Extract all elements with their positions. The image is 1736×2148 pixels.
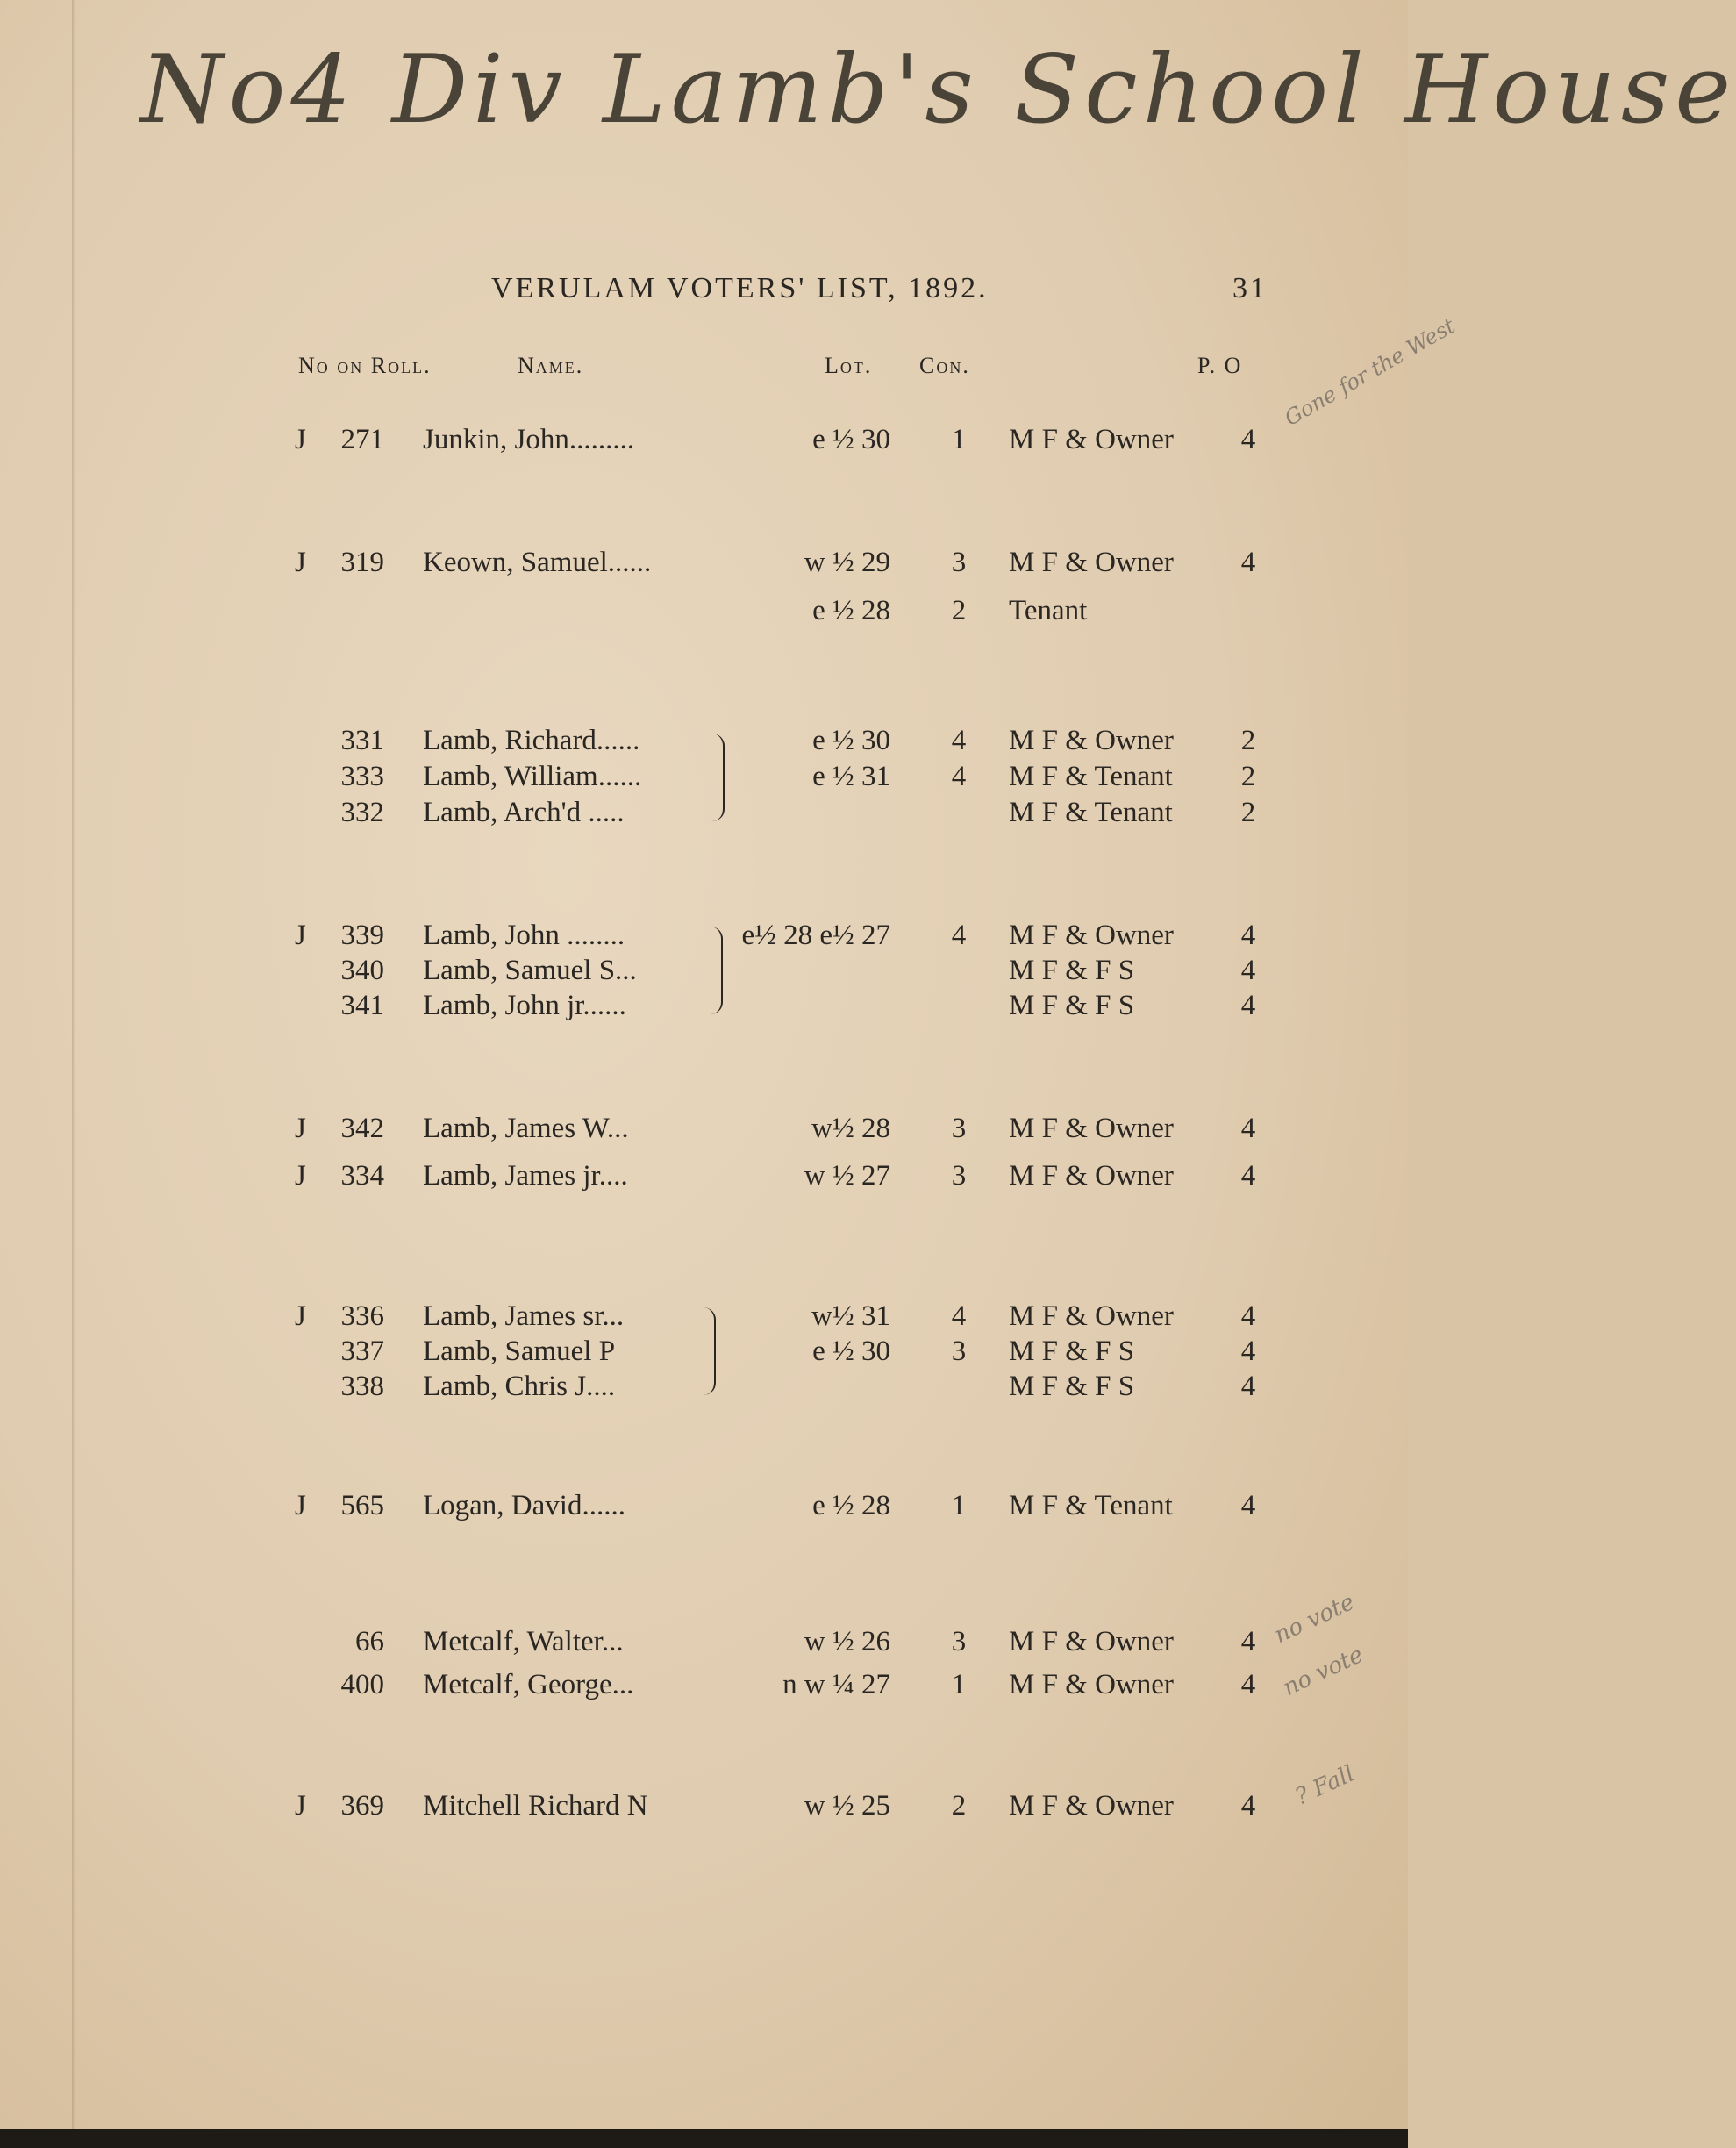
group-brace (711, 734, 725, 821)
table-row: J 336 Lamb, James sr... w½ 31 4 M F & Owner 4 (295, 1300, 1256, 1332)
col-lot: Lot. (825, 353, 873, 378)
table-row: 341 Lamb, John jr...... M F & F S 4 (340, 990, 1256, 1021)
col-name: Name. (518, 353, 584, 378)
margin-note: Gone for the West (1280, 313, 1460, 431)
table-row: J 339 Lamb, John ........ e½ 28 e½ 27 4 M F & Owner 4 (295, 920, 1256, 951)
table-row: 337 Lamb, Samuel P e ½ 30 3 M F & F S 4 (340, 1335, 1256, 1367)
table-row: 333 Lamb, William...... e ½ 31 4 M F & Tenant 2 (340, 761, 1256, 792)
table-row: 340 Lamb, Samuel S... M F & F S 4 (340, 955, 1256, 986)
page-number: 31 (1232, 272, 1268, 304)
table-row: J 271 Junkin, John......... e ½ 30 1 M F & Owner 4 (295, 424, 1256, 455)
table-row: e ½ 28 2 Tenant (812, 595, 1088, 626)
table-row: J 342 Lamb, James W... w½ 28 3 M F & Owner 4 (295, 1113, 1256, 1144)
table-row: 338 Lamb, Chris J.... M F & F S 4 (340, 1371, 1256, 1402)
table-row: J 369 Mitchell Richard N w ½ 25 2 M F & Owner 4 (295, 1790, 1256, 1822)
group-brace (702, 1307, 716, 1395)
margin-note: no vote (1270, 1588, 1359, 1650)
col-po: P. O (1197, 353, 1243, 378)
col-con: Con. (919, 353, 970, 378)
table-row: 331 Lamb, Richard...... e ½ 30 4 M F & Owner 2 (340, 725, 1256, 756)
list-title: VERULAM VOTERS' LIST, 1892. (491, 272, 989, 304)
table-row: J 334 Lamb, James jr.... w ½ 27 3 M F & Owner 4 (295, 1160, 1256, 1192)
margin-note: ? Fall (1290, 1760, 1359, 1811)
group-brace (709, 927, 723, 1014)
handwritten-title: No4 Div Lamb's School House (140, 35, 1736, 145)
table-row: 400 Metcalf, George... n w ¼ 27 1 M F & Owner 4 (340, 1669, 1256, 1700)
table-row: 66 Metcalf, Walter... w ½ 26 3 M F & Owner 4 (355, 1626, 1256, 1658)
page-bottom-edge (0, 2129, 1408, 2148)
table-row: J 319 Keown, Samuel...... w ½ 29 3 M F & Owner 4 (295, 547, 1256, 578)
table-row: J 565 Logan, David...... e ½ 28 1 M F & Tenant 4 (295, 1490, 1256, 1522)
margin-note: no vote (1279, 1641, 1368, 1702)
col-roll: No on Roll. (298, 353, 432, 378)
table-row: 332 Lamb, Arch'd ..... M F & Tenant 2 (340, 797, 1256, 828)
